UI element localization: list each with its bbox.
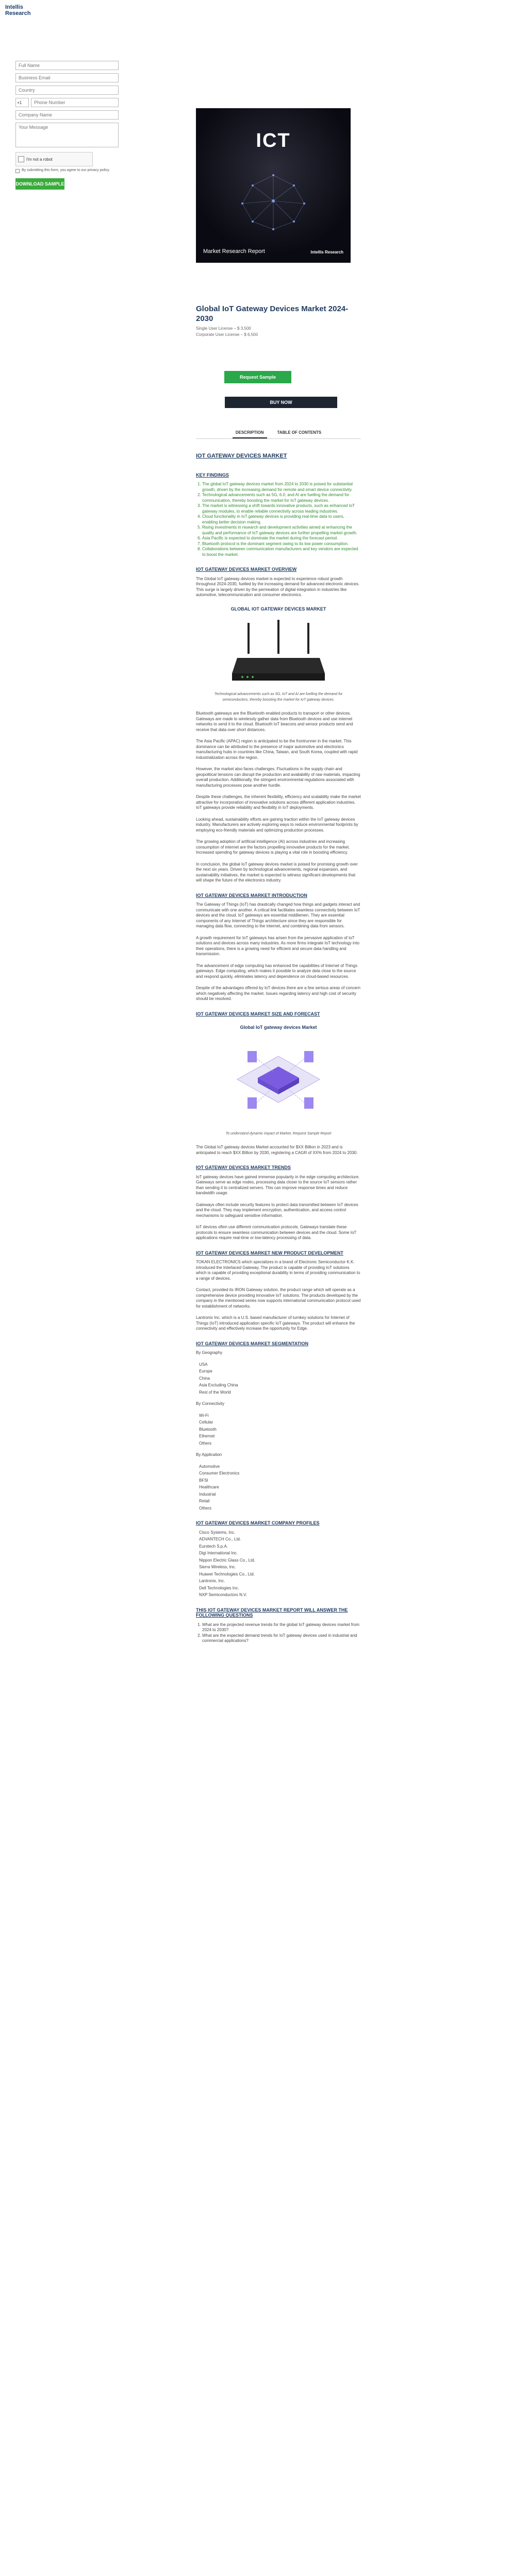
email-field[interactable] (15, 73, 119, 82)
cover-title: ICT (256, 130, 291, 151)
key-findings-heading: KEY FINDINGS (196, 472, 229, 478)
paragraph: Looking ahead, sustainability efforts are gaining traction within the IoT gateway devices industry. Manufacturers are actively exploring ways to reduce environmental footprints by employing eco-friendly materials and optimizing production processes. (196, 817, 358, 833)
list-item: 5. Rising investments in research and development activities aimed at enhancing the quality and performance of IoT gateway devices are further propelling market growth. (202, 525, 361, 536)
isometric-network-illustration (217, 1036, 340, 1128)
list-item: China (199, 1376, 210, 1381)
paragraph: IoT gateway devices have gained immense popularity in the edge computing architecture. Gateways serve as edge nodes, processing data closer to the source IoT sensors rather than sending it to centralized servers. This can improve response times and reduce bandwidth usage. (196, 1174, 360, 1195)
gateway-device-image (227, 617, 330, 689)
list-item: Wi-Fi (199, 1413, 209, 1418)
list-item: 2. What are the expected demand trends for IoT gateway devices used in industrial and commercial applications? (202, 1633, 361, 1644)
consent-text: By submitting this form, you agree to our privacy policy. (22, 168, 110, 172)
segment-title-connectivity: By Connectivity (196, 1401, 225, 1406)
consent-checkbox[interactable] (15, 169, 20, 173)
list-item: Digi International Inc. (199, 1551, 238, 1555)
size-forecast-heading: IOT GATEWAY DEVICES MARKET SIZE AND FORECAST (196, 1011, 320, 1016)
list-item: Cellular (199, 1420, 213, 1425)
country-code-select[interactable]: +1 (15, 98, 29, 107)
faq-list (202, 1622, 361, 1644)
list-item: 3. The market is witnessing a shift towards innovative products, such as enhanced IoT gateway modules, to enable reliable connectivity across leading industries. (202, 503, 361, 514)
list-item: 1. The global IoT gateway devices market from 2024 to 2030 is poised for substantial growth, driven by the increasing demand for remote and smart device connectivity. (202, 482, 361, 493)
list-item: 4. Cloud functionality in IoT gateway devices is providing real-time data to users, enabling better decision making. (202, 514, 361, 525)
sample-request-form (15, 61, 119, 190)
overview-text: The Global IoT gateway devices market is expected to experience robust growth throughout 2024-2030, fuelled by the increasing demand for advanced electronic devices. This surge is largely driven by the permeation of digital integration in industries like automotive, telecommunication and consumer electronics. (196, 576, 360, 597)
segmentation-heading: IOT GATEWAY DEVICES MARKET SEGMENTATION (196, 1341, 309, 1346)
paragraph: The Global IoT gateway devices Market accounted for $XX Billion in 2023 and is anticipated to reach $XX Billion by 2030, registering a CAGR of XX% from 2024 to 2030. (196, 1145, 358, 1155)
list-item: Cisco Systems, Inc. (199, 1530, 236, 1535)
product-development-heading: IOT GATEWAY DEVICES MARKET NEW PRODUCT DEVELOPMENT (196, 1250, 343, 1256)
paragraph: IoT devices often use different communication protocols. Gateways translate these protocols to ensure seamless communication between devices and the cloud. Some IoT applications require real-time or low-latency processing of data. (196, 1225, 357, 1240)
list-item: Retail (199, 1499, 210, 1503)
report-title: Global IoT Gateway Devices Market 2024-2030 (196, 304, 349, 323)
paragraph: However, the market also faces challenges. Fluctuations in the supply chain and geopolitical tensions can disrupt the production and availability of raw materials, impacting overall production. Additionally, the stringent environmental regulations associated with manufacturing processes pose another hurdle. (196, 767, 360, 788)
segment-title-application: By Application (196, 1452, 222, 1457)
captcha-checkbox[interactable] (18, 156, 24, 162)
message-field[interactable] (15, 123, 119, 147)
figure2-title: Global IoT gateway devices Market (240, 1025, 317, 1030)
company-profiles-heading: IOT GATEWAY DEVICES MARKET COMPANY PROFILES (196, 1520, 320, 1526)
paragraph: The Asia Pacific (APAC) region is anticipated to be the frontrunner in the market. This dominance can be attributed to the presence of major automotive and electronics manufacturing hubs in countries like China, Taiwan, and South Korea, coupled with rapid industrialization across the region. (196, 739, 358, 760)
paragraph: Despite of the advantages offered by IoT devices there are a few serious areas of concern which negatively affecting the market. Issues regarding latency and high cost of security should be resolved. (196, 986, 361, 1001)
paragraph: The growing adoption of artificial intelligence (AI) across industries and increasing consumption of internet are the factors propelling innovative products for the market. Increased spending for gateway devices is playing a vital role in boosting efficiency. (196, 839, 350, 855)
figure1-title: GLOBAL IOT GATEWAY DEVICES MARKET (230, 606, 326, 612)
paragraph: In conclusion, the global IoT gateway devices market is poised for promising growth over the next six years. Driven by technological advancements, regional expansion, and sustainability initiatives, the market is expected to witness significant developments that will shape the future of the electronics industry. (196, 861, 358, 883)
list-item: Automotive (199, 1464, 220, 1469)
paragraph: Contact, provided its IRON Gateway solution, the product range which will operate as a comprehensive device providing innovative IoT solutions. The products developed by the company in the mentioned series now supports international communication protocol used for establishment of networks. (196, 1287, 361, 1309)
paragraph: Despite these challenges, the inherent flexibility, efficiency and scalability make the market attractive for incorporation of innovative solutions across different application industries. IoT gateways provide reliability and flexibility in IoT deployments. (196, 794, 361, 810)
phone-field[interactable] (31, 98, 119, 107)
list-item: Lantronix, Inc. (199, 1579, 225, 1583)
company-list (199, 1530, 361, 1598)
figure1-caption: Technological advancements such as 5G, IoT and AI are fuelling the demand for semiconductors, thereby boosting the market for IoT gateway devices. (214, 692, 343, 702)
paragraph: A growth requirement for IoT gateways has arisen from the pervasive application of IoT solutions and devices across many industries. As more firms integrate IoT technology into their operations, there is a growing need for efficient and secure data handling and transmission. (196, 935, 359, 956)
paragraph: The Gateway of Things (IoT) has drastically changed how things and gadgets interact and communicate with one another. A critical link facilitates seamless connectivity between IoT devices and the cloud. IoT gateways are essential middlemen. They are essential components of any Internet of Things architecture since they are responsible for managing data flow, connecting to the internet, and combining data from sensors. (196, 902, 360, 928)
brand-logo[interactable] (5, 4, 31, 16)
list-item: Industrial (199, 1492, 216, 1497)
corporate-license: Corporate User License – $ 6,500 (196, 332, 258, 337)
paragraph: TOKAN ELECTRONICS which specializes in a brand of Electronic Semiconductor K.K. introduced the Interlaced Gateway. The product is capable of providing IoT solutions which is capable of providing exceptional durability in terms of providing communication to a range of devices. (196, 1260, 360, 1281)
list-item: Nippon Electric Glass Co., Ltd. (199, 1557, 255, 1563)
list-item: Others (199, 1505, 212, 1511)
tab-table-of-contents[interactable]: TABLE OF CONTENTS (277, 430, 322, 435)
introduction-heading: IOT GATEWAY DEVICES MARKET INTRODUCTION (196, 892, 307, 898)
list-item: Huawei Technologies Co., Ltd. (199, 1571, 255, 1577)
list-item: Europe (199, 1369, 212, 1374)
list-item: ADVANTECH Co., Ltd. (199, 1537, 241, 1541)
brand-line2: Research (5, 10, 31, 16)
trends-heading: IOT GATEWAY DEVICES MARKET TRENDS (196, 1165, 291, 1170)
list-item: Healthcare (199, 1485, 219, 1489)
list-item: Consumer Electronics (199, 1471, 240, 1476)
list-item: 7. Bluetooth protocol is the dominant segment owing to its low power consumption. (202, 541, 361, 547)
captcha-label: I'm not a robot (26, 157, 53, 162)
content-heading: IOT GATEWAY DEVICES MARKET (196, 453, 287, 459)
captcha-widget[interactable] (15, 152, 93, 166)
list-item: Others (199, 1440, 212, 1446)
paragraph: Gateways often include security features to protect data transmitted between IoT devices and the cloud. They may implement encryption, authentication, and access control mechanisms to safeguard sensitive information. (196, 1202, 358, 1218)
faq-heading: THIS IOT GATEWAY DEVICES MARKET REPORT WILL ANSWER THE FOLLOWING QUESTIONS (196, 1607, 348, 1618)
list-item: BFSI (199, 1478, 208, 1483)
report-description (196, 453, 361, 1650)
network-globe-graphic (232, 165, 315, 237)
report-tabs (196, 428, 361, 439)
list-item: NXP Semiconductors N.V. (199, 1592, 247, 1597)
segment-title-geography: By Geography (196, 1350, 223, 1355)
phone-row (15, 98, 119, 107)
list-item: 2. Technological advancements such as 5G, 6.0, and AI are fuelling the demand for communication, thereby boosting the market for IoT gateway devices. (202, 493, 361, 503)
cover-caption: Market Research Report (203, 248, 265, 255)
cover-brand: Intellis Research (310, 250, 343, 255)
list-item: USA (199, 1362, 208, 1367)
paragraph: The advancement of edge computing has enhanced the capabilities of Internet of Things gateways. Edge computing, which makes it possible to analyze data close to the source and respond quickly, eliminates latency and dependence on cloud-based resources. (196, 963, 357, 979)
list-item: Rest of the World (199, 1389, 231, 1395)
connectivity-list (199, 1413, 361, 1447)
list-item: 1. What are the projected revenue trends for the global IoT gateway devices market from 2024 to 2030? (202, 1622, 361, 1633)
consent-row (15, 168, 119, 173)
license-info (196, 326, 258, 338)
list-item: Sierra Wireless, Inc. (199, 1565, 236, 1569)
country-field[interactable] (15, 86, 119, 95)
download-sample-button[interactable]: DOWNLOAD SAMPLE (15, 178, 64, 190)
list-item: 8. Collaborations between communication manufacturers and key vendors are expected to boost the market. (202, 547, 361, 557)
list-item: Ethernet (199, 1434, 215, 1438)
company-field[interactable] (15, 110, 119, 120)
key-findings-list (196, 482, 361, 557)
list-item: Eurotech S.p.A. (199, 1544, 228, 1549)
list-item: 6. Asia Pacific is expected to dominate the market during the forecast period. (202, 536, 361, 541)
list-item: Bluetooth (199, 1427, 217, 1432)
overview-heading: IOT GATEWAY DEVICES MARKET OVERVIEW (196, 567, 297, 572)
geography-list (199, 1362, 361, 1396)
buy-now-button[interactable]: BUY NOW (225, 397, 337, 408)
name-field[interactable] (15, 61, 119, 70)
single-license: Single User License – $ 3,500 (196, 326, 251, 331)
paragraph: Bluetooth gateways are the Bluetooth enabled products to transport or other devices. Gateways are made to wirelessly gather data from Bluetooth devices and use internet networks to send it to the cloud. Bluetooth IoT beacons and sensor products send and receive that data over short distances. (196, 711, 353, 732)
request-sample-button[interactable]: Request Sample (224, 371, 291, 383)
figure2-caption: To understand dynamic impact of Market, Request Sample Report (225, 1131, 332, 1136)
brand-line1: Intellis (5, 4, 23, 10)
list-item: Asia Excluding China (199, 1383, 238, 1387)
paragraph: Lantronix Inc. which is a U.S. based manufacturer of turnkey solutions for Internet of Things (IoT) introduced application specific IoT gateways. The product will enhance the connectivity and effectively increase the opportunity for Edge. (196, 1315, 355, 1331)
tab-description[interactable]: DESCRIPTION (233, 428, 267, 438)
list-item: Dell Technologies Inc. (199, 1585, 239, 1590)
application-list (199, 1464, 361, 1512)
report-cover-image (196, 108, 351, 263)
